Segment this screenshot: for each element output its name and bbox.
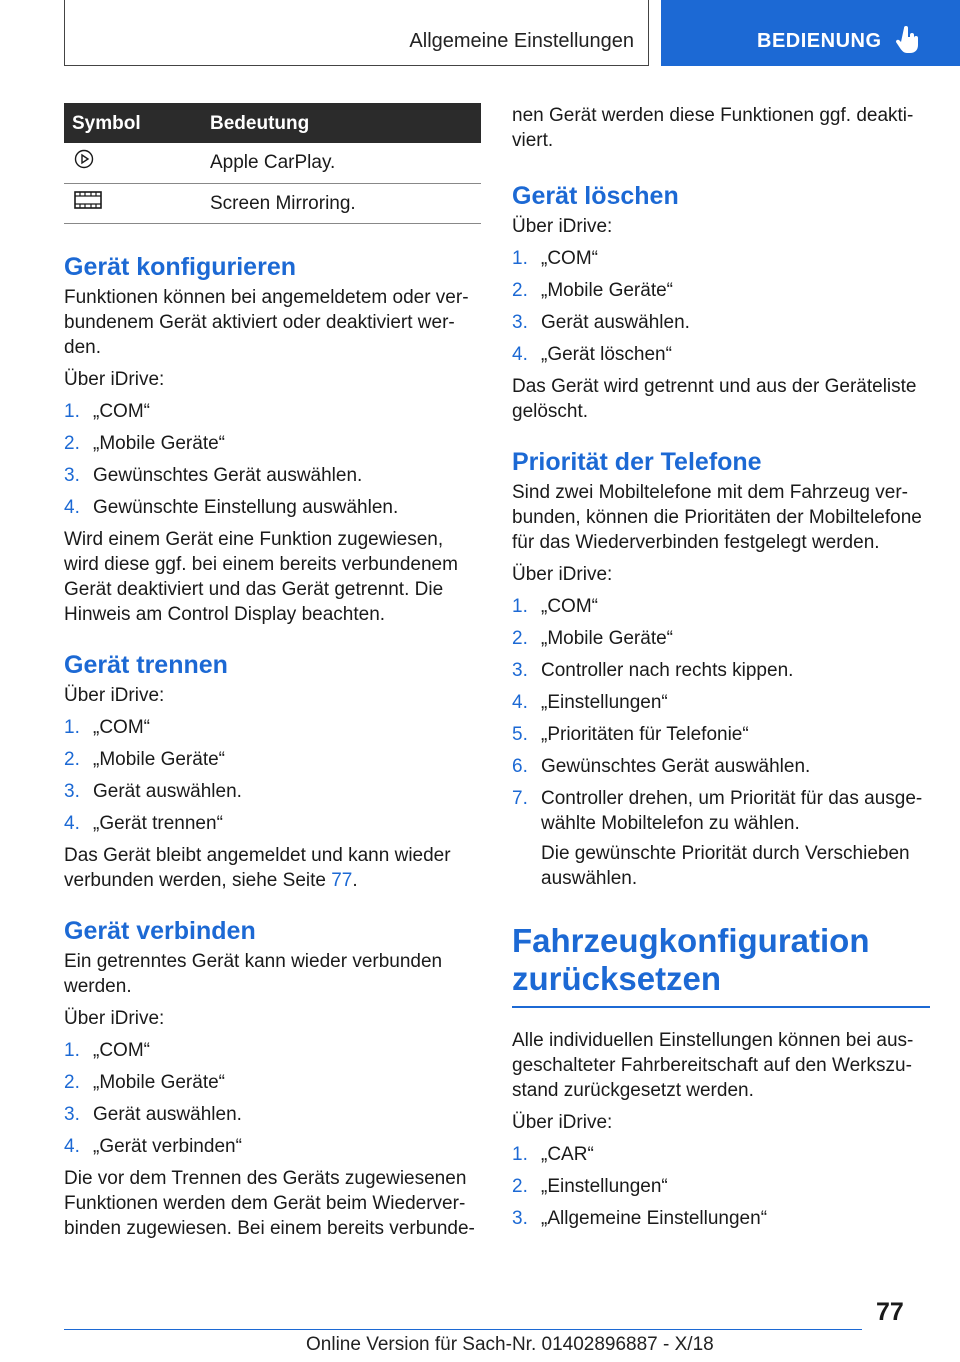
table-cell-meaning: Apple CarPlay. [210,143,481,183]
paragraph: Über iDrive: [512,564,613,585]
paragraph-continued: Die vor dem Trennen des Geräts zugewiesenen Funktionen werden dem Gerät beim Wiederver- binden zugewiesen. Bei einem bereits verbunde- [64,1167,475,1239]
paragraph: Sind zwei Mobiltelefone mit dem Fahrzeug ver- bunden, können die Prioritäten der Mobiltelefone für das Wiederverbinden festgelegt werden. [512,482,922,553]
heading-configure: Gerät konfigurieren [64,252,296,281]
hand-pointer-icon [895,26,921,54]
paragraph: Funktionen können bei angemeldetem oder ver- bundenem Gerät aktiviert oder deaktiviert wer- den. [64,286,469,358]
left-column [64,103,482,1248]
header-section-title: Allgemeine Einstellungen [409,30,634,52]
table-row [64,143,481,183]
table-header-symbol: Symbol [64,103,210,143]
list-item: 3. „Allgemeine Einstellungen“ [512,1208,768,1229]
paragraph: Über iDrive: [64,684,165,706]
list-item: 1. „COM“ [512,248,598,269]
list-item: 3. Gerät auswählen. [64,780,242,802]
steps-configure [64,399,482,520]
paragraph: Über iDrive: [512,1112,613,1133]
page-link[interactable]: 77 [331,869,353,891]
list-item: 1. „CAR“ [512,1144,594,1165]
list-item: 1. „COM“ [512,596,598,617]
list-item: 6. Gewünschtes Gerät auswählen. [512,756,811,777]
header-chapter-tab [661,0,960,66]
list-item: 1. „COM“ [64,716,150,738]
list-item: 1. „COM“ [64,400,150,422]
continued-paragraph-window [512,103,930,153]
symbol-table [64,103,481,224]
carplay-play-icon [74,149,94,169]
list-item: 2. „Mobile Geräte“ [64,432,225,454]
paragraph: Über iDrive: [64,1007,165,1029]
heading-delete: Gerät löschen [512,182,679,210]
list-item: 3. Gewünschtes Gerät auswählen. [64,464,363,486]
table-row [64,183,481,223]
steps-connect [64,1038,482,1159]
paragraph: Wird einem Gerät eine Funktion zugewiesen, wird diese ggf. bei einem bereits verbundenem Gerät deaktiviert und das Gerät getrennt. Die Hinweis am Control Display beachten. [64,528,458,625]
right-column [512,103,930,1238]
list-item: 4. „Einstellungen“ [512,692,668,713]
heading-disconnect: Gerät trennen [64,650,228,679]
steps-reset [512,1142,930,1231]
list-item: 4. „Gerät trennen“ [64,812,223,834]
list-item: 4. „Gerät löschen“ [512,344,672,365]
footer-rule [64,1329,862,1330]
steps-priority [512,594,930,836]
heading-reset: Fahrzeugkonfiguration zurücksetzen [512,922,870,997]
list-item: 4. „Gerät verbinden“ [64,1135,242,1157]
steps-disconnect [64,715,482,836]
paragraph: Das Gerät wird getrennt und aus der Geräteliste gelöscht. [512,376,917,422]
list-item: 3. Gerät auswählen. [512,312,690,333]
paragraph: Das Gerät bleibt angemeldet und kann wieder verbunden werden, siehe Seite 77. [64,844,451,891]
paragraph-continuation: nen Gerät werden diese Funktionen ggf. deakti- viert. [512,105,914,151]
header-chapter-title: BEDIENUNG [757,30,882,52]
heading-rule [512,1006,930,1008]
step-sub-note: Die gewünschte Priorität durch Verschieben auswählen. [541,843,910,889]
list-item: 4. Gewünschte Einstellung auswählen. [64,496,399,518]
list-item: 3. Gerät auswählen. [64,1103,242,1125]
table-cell-meaning: Screen Mirroring. [210,183,481,223]
list-item: 2. „Mobile Geräte“ [64,748,225,770]
header-section-box [64,0,649,66]
footer-version: Online Version für Sach-Nr. 01402896887 - X/18 [306,1334,714,1355]
list-item: 3. Controller nach rechts kippen. [512,660,794,681]
paragraph: Ein getrenntes Gerät kann wieder verbunden werden. [64,950,443,997]
list-item: 2. „Mobile Geräte“ [64,1071,225,1093]
list-item: 2. „Einstellungen“ [512,1176,668,1197]
list-item: 7. Controller drehen, um Priorität für das ausge- wählte Mobiltelefon zu wählen. [512,788,923,834]
heading-priority: Priorität der Telefone [512,448,762,476]
list-item: 2. „Mobile Geräte“ [512,280,673,301]
table-header-meaning: Bedeutung [210,103,481,143]
page-number: 77 [876,1298,904,1326]
list-item: 5. „Prioritäten für Telefonie“ [512,724,749,745]
paragraph: Über iDrive: [64,368,165,390]
screen-mirroring-icon [74,190,102,210]
heading-connect: Gerät verbinden [64,916,256,945]
list-item: 1. „COM“ [64,1039,150,1061]
list-item: 2. „Mobile Geräte“ [512,628,673,649]
paragraph: Alle individuellen Einstellungen können bei aus- geschalteter Fahrbereitschaft auf den Werkszu- stand zurückgesetzt werden. [512,1030,914,1101]
steps-delete [512,246,930,367]
paragraph: Über iDrive: [512,216,613,237]
